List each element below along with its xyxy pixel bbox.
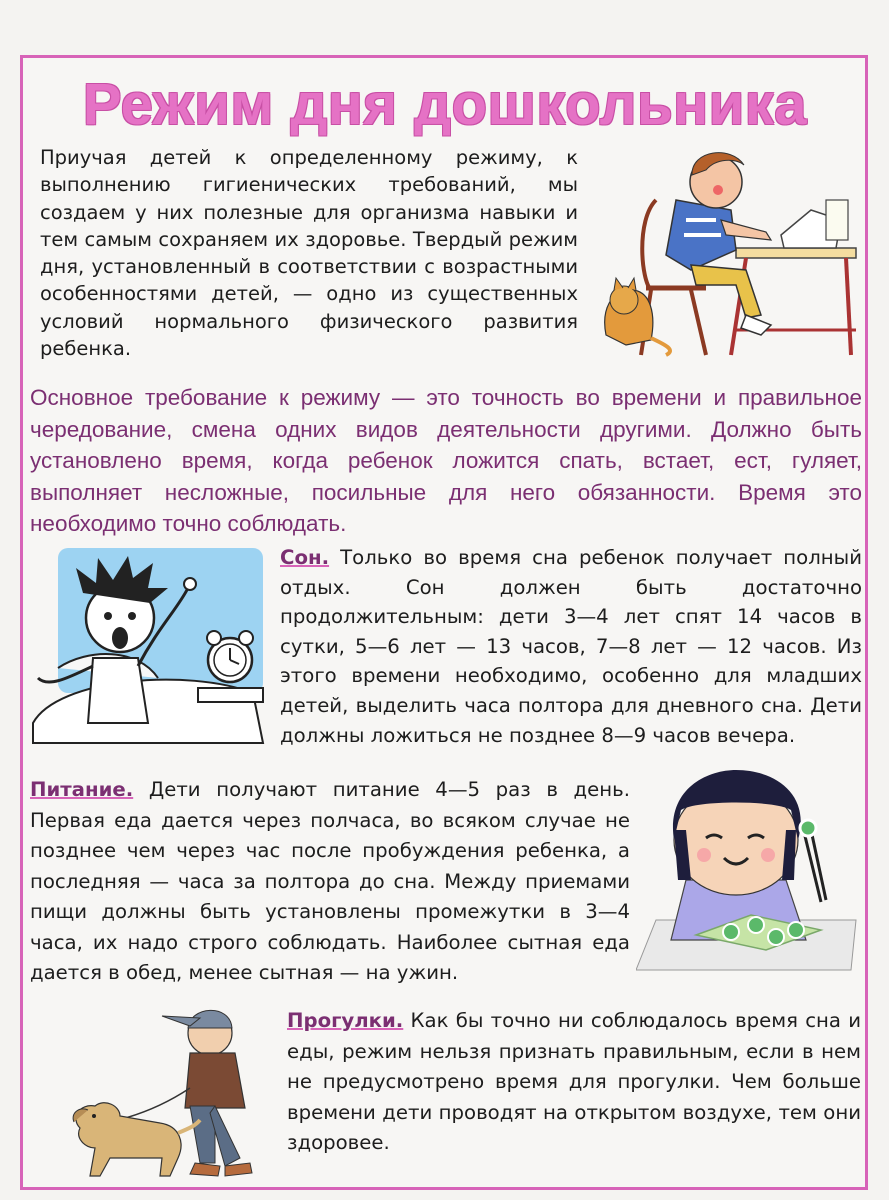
- food-paragraph: [30, 775, 630, 989]
- walk-text: Как бы точно ни соблюдалось время сна и еды, режим нельзя признать правильным, если в нем не предусмотрено время для прогулки. Чем больше времени дети проводят на открытом воздухе, тем они здоровее.: [287, 1009, 861, 1154]
- waking-boy-illustration: [28, 548, 268, 748]
- walk-paragraph: [287, 1006, 861, 1159]
- food-text: Дети получают питание 4—5 раз в день. Первая еда дается через полчаса, во всяком случае не позднее чем через час после пробуждения ребенка, а последняя — часа за полтора до сна. Между приемами пищи должны быть установлены промежутки в 3—4 часа, их надо строго соблюдать. Наиболее сытная еда дается в обед, менее сытная — на ужин.: [30, 778, 630, 984]
- boy-studying-illustration: [596, 140, 860, 362]
- food-heading: Питание.: [30, 778, 134, 801]
- walk-heading: Прогулки.: [287, 1009, 404, 1032]
- girl-eating-illustration: [636, 770, 858, 975]
- walking-dog-illustration: [50, 998, 270, 1190]
- page-title: Режим дня дошкольника: [82, 72, 808, 137]
- sleep-heading: Сон.: [280, 546, 330, 569]
- sleep-text: Только во время сна ребенок получает полный отдых. Сон должен быть достаточно продолжительным: дети 3—4 лет спят 14 часов в сутки, 5—6 лет — 13 часов, 7—8 лет — 12 часов. Из этого времени необходимо, особенно для младших детей, выделить часа полтора для дневного сна. Дети должны ложиться не позднее 8—9 часов вечера.: [280, 546, 862, 747]
- sleep-paragraph: [280, 543, 862, 750]
- requirement-paragraph: Основное требование к режиму — это точность во времени и правильное чередование, смена одних видов деятельности другими. Должно быть установлено время, когда ребенок ложится спать, встает, ест, гуляет, выполняет несложные, посильные для него обязанности. Время это необходимо точно соблюдать.: [30, 385, 862, 536]
- intro-paragraph: Приучая детей к определенному режиму, к выполнению гигиенических требований, мы создаем у них полезные для организма навыки и тем самым сохраняем их здоровье. Твердый режим дня, установленный в соответствии с возрастными особенностями детей, — одно из существенных условий нормального физического развития ребенка.: [40, 146, 578, 361]
